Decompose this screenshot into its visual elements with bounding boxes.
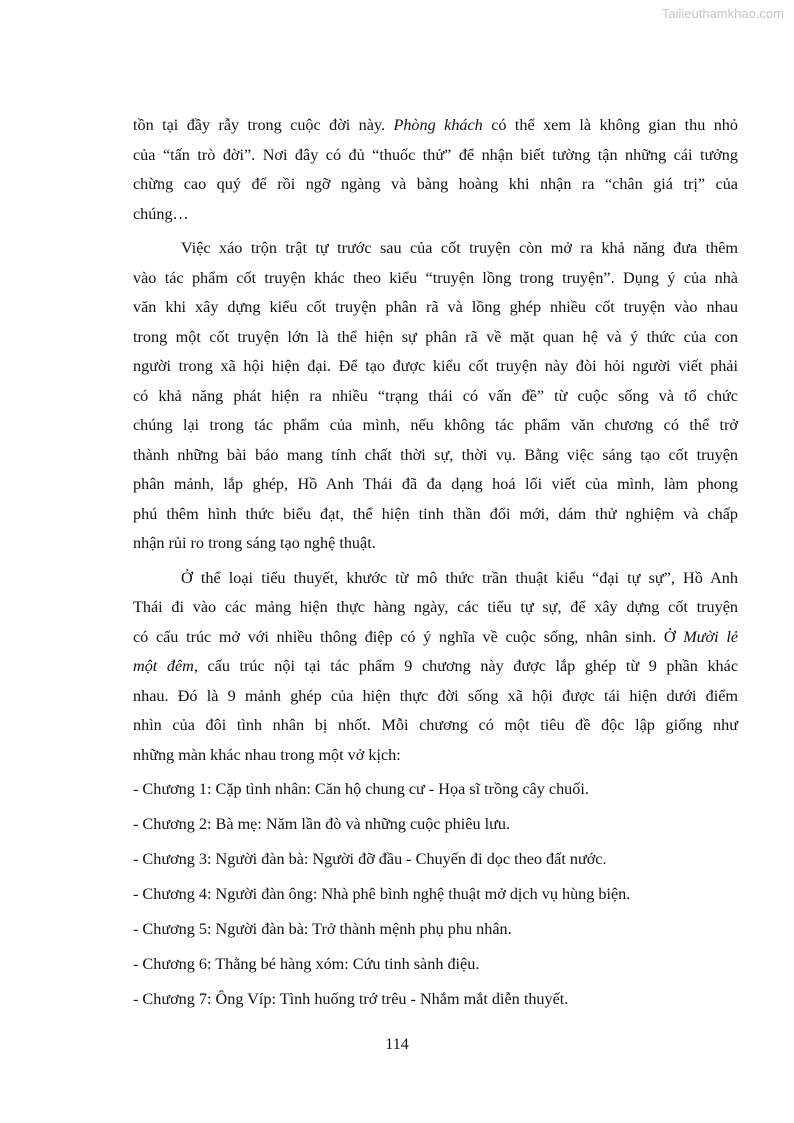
text-line — [133, 111, 738, 141]
text-line — [133, 500, 738, 530]
text-segment: có khả năng phát hiện ra nhiều “trạng thái có vấn đề” từ cuộc sống và tổ chức — [133, 386, 738, 405]
paragraph — [133, 564, 738, 771]
chapter-item: - Chương 7: Ông Víp: Tình huống trớ trêu - Nhắm mắt diễn thuyết. — [133, 990, 569, 1008]
text-line — [133, 323, 738, 353]
paragraph — [133, 234, 738, 559]
italic-title: Mười lẻ — [683, 627, 738, 646]
text-segment: vào tác phẩm cốt truyện khác theo kiểu “truyện lồng trong truyện”. Dụng ý của nhà — [133, 268, 738, 287]
chapter-item: - Chương 1: Cặp tình nhân: Căn hộ chung cư - Họa sĩ trồng cây chuối. — [133, 780, 589, 798]
text-segment: chúng… — [133, 204, 189, 223]
text-segment: chừng cao quý để rồi ngỡ ngàng và bàng hoàng khi nhận ra “chân giá trị” của — [133, 175, 738, 193]
text-segment: Ở thể loại tiểu thuyết, khước từ mô thức trần thuật kiểu “đại tự sự”, Hồ Anh — [181, 568, 738, 587]
text-segment: Việc xáo trộn trật tự trước sau của cốt truyện còn mở ra khả năng đưa thêm — [181, 239, 738, 257]
text-line — [133, 293, 738, 323]
text-line — [133, 711, 738, 741]
chapter-item: - Chương 3: Người đàn bà: Người đỡ đầu - Chuyến đi dọc theo đất nước. — [133, 850, 607, 868]
text-segment: trong một cốt truyện lớn là thể hiện sự phân rã về mặt quan hệ và ý thức của con — [133, 327, 738, 346]
text-line — [133, 470, 738, 500]
text-segment: những màn khác nhau trong một vở kịch: — [133, 745, 401, 764]
text-line — [133, 352, 738, 382]
text-segment: , cấu trúc nội tại tác phẩm 9 chương này được lắp ghép từ 9 phần khác — [193, 657, 739, 675]
chapter-item: - Chương 6: Thằng bé hàng xóm: Cứu tinh sành điệu. — [133, 955, 480, 973]
text-segment: nhìn của đôi tình nhân bị nhốt. Mỗi chương có một tiêu đề độc lập giống như — [133, 716, 738, 734]
text-segment: phân mảnh, lắp ghép, Hồ Anh Thái đã đa dạng hoá lối viết của mình, làm phong — [133, 475, 738, 493]
italic-title: Phòng khách — [393, 116, 483, 134]
text-segment: nhau. Đó là 9 mảnh ghép của hiện thực đời sống xã hội được tái hiện dưới điểm — [133, 686, 738, 705]
text-line — [133, 623, 738, 653]
text-segment: chúng lại trong tác phẩm của mình, nếu không tác phẩm văn chương có thể trở — [133, 416, 738, 434]
text-segment: tồn tại đầy rẫy trong cuộc đời này. — [133, 116, 394, 134]
italic-title: một đêm — [133, 657, 194, 675]
document-body — [133, 111, 738, 1020]
text-segment: có thể xem là không gian thu nhỏ — [482, 116, 738, 134]
chapter-item: - Chương 5: Người đàn bà: Trở thành mệnh phụ phu nhân. — [133, 920, 512, 938]
text-segment: thành những bài báo mang tính chất thời sự, thời vụ. Bằng việc sáng tạo cốt truyện — [133, 445, 738, 464]
text-segment: Thái đi vào các mảng hiện thực hàng ngày, các tiểu tự sự, để xây dựng cốt truyện — [133, 598, 738, 616]
text-line — [133, 529, 738, 559]
text-segment: người trong xã hội hiện đại. Để tạo được kiểu cốt truyện này đòi hỏi người viết phải — [133, 357, 738, 375]
paragraphs — [133, 111, 738, 770]
text-line — [133, 411, 738, 441]
paragraph — [133, 111, 738, 229]
text-segment: văn khi xây dựng kiểu cốt truyện phân rã và lồng ghép nhiều cốt truyện vào nhau — [133, 298, 738, 316]
text-line — [133, 682, 738, 712]
text-line — [133, 593, 738, 623]
chapter-item: - Chương 4: Người đàn ông: Nhà phê bình nghệ thuật mở dịch vụ hùng biện. — [133, 885, 631, 903]
text-line — [133, 141, 738, 171]
text-line — [133, 441, 738, 471]
text-segment: nhận rủi ro trong sáng tạo nghệ thuật. — [133, 534, 376, 552]
text-line — [133, 741, 738, 771]
text-line — [133, 170, 738, 200]
text-line — [133, 564, 738, 594]
page-number: 114 — [385, 1036, 409, 1053]
text-segment: của “tấn trò đời”. Nơi đây có đủ “thuốc thử” để nhận biết tường tận những cái tưởng — [133, 145, 738, 164]
text-line — [133, 264, 738, 294]
chapter-item: - Chương 2: Bà mẹ: Năm lần đò và những cuộc phiêu lưu. — [133, 815, 510, 833]
text-line — [133, 234, 738, 264]
chapter-list — [133, 775, 738, 1020]
text-segment: phú thêm hình thức biểu đạt, thể hiện tinh thần đổi mới, dám thử nghiệm và chấp — [133, 504, 738, 523]
text-segment: có cấu trúc mở với nhiều thông điệp có ý nghĩa về cuộc sống, nhân sinh. Ở — [133, 627, 684, 646]
text-line — [133, 200, 738, 230]
text-line — [133, 652, 738, 682]
text-line — [133, 382, 738, 412]
watermark: Tailieuthamkhao.com — [661, 6, 784, 21]
